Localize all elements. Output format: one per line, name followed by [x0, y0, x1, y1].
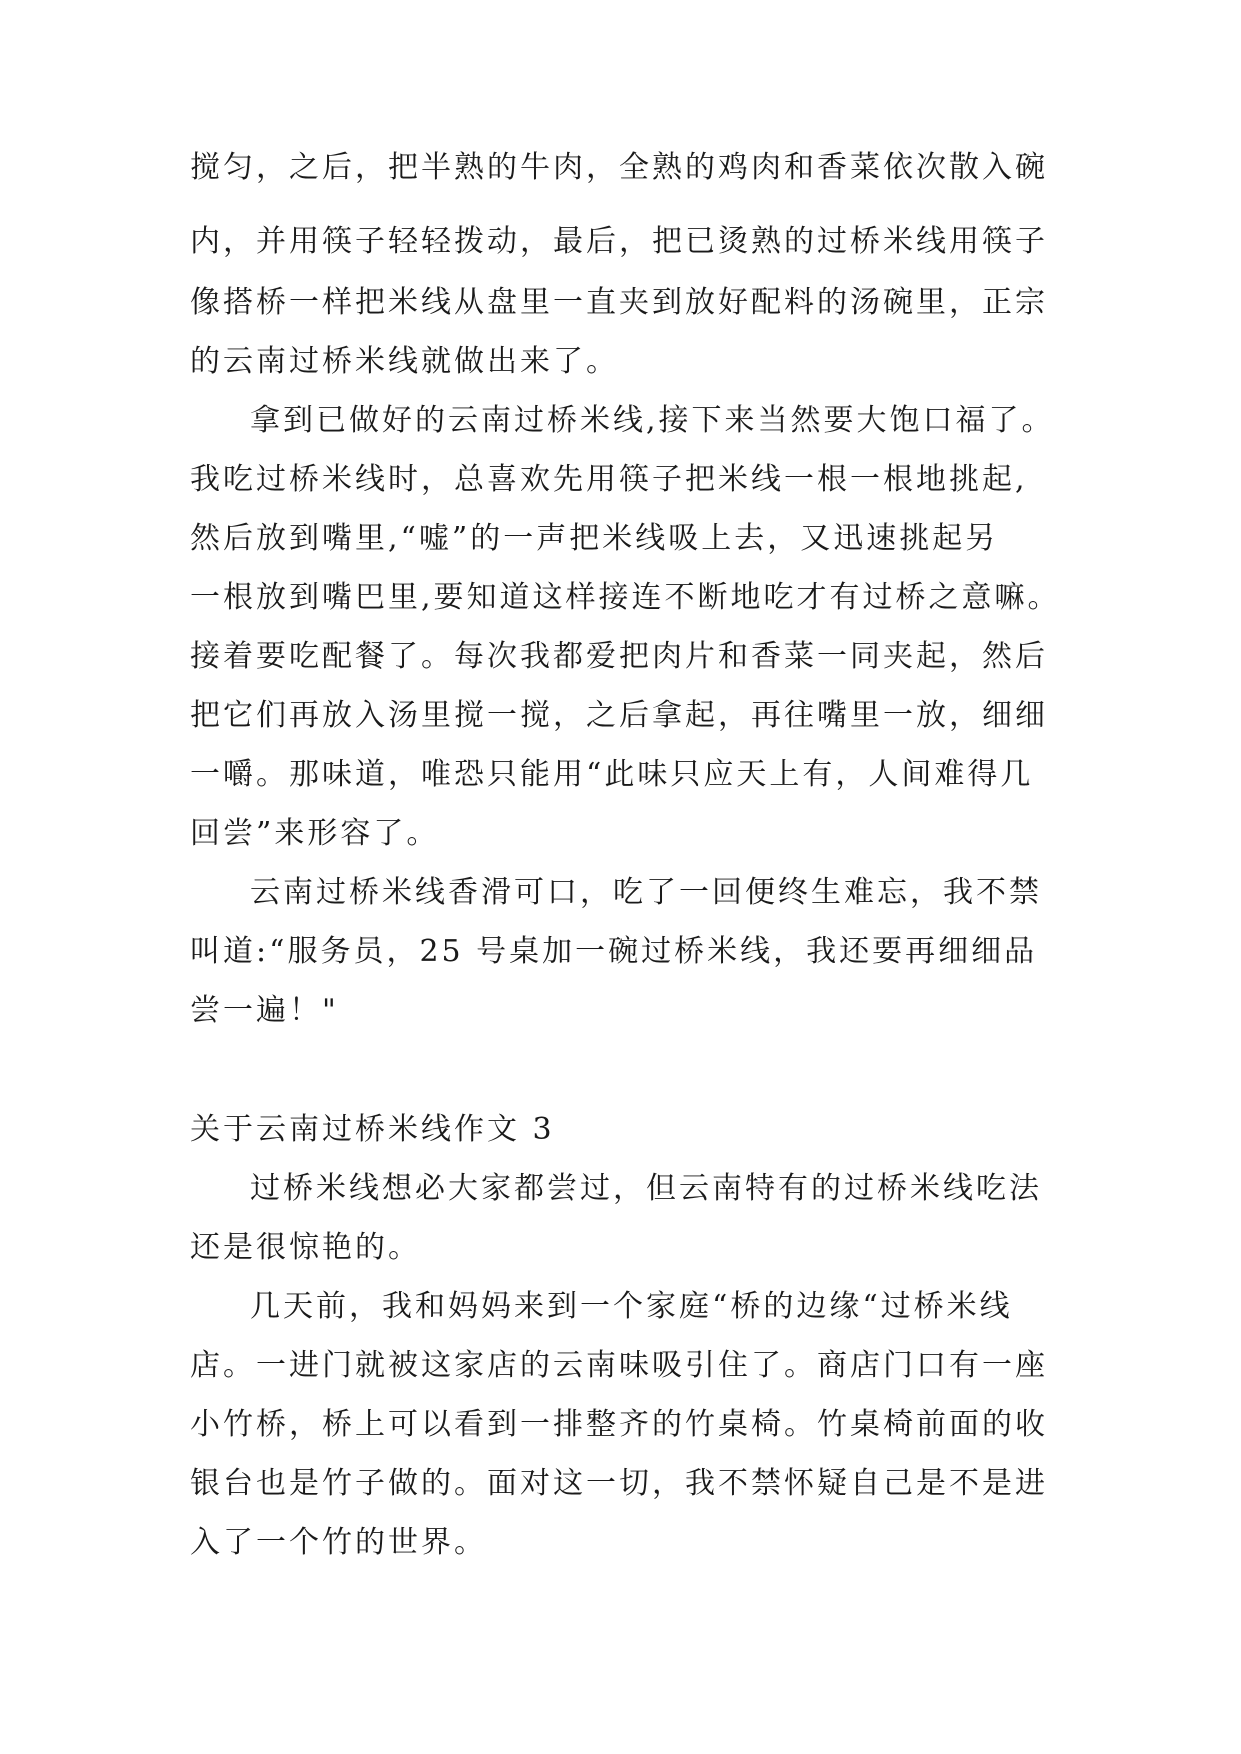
text-line: 叫道:“服务员，25 号桌加一碗过桥米线，我还要再细细品: [190, 934, 1038, 969]
text-line: 一嚼。那味道，唯恐只能用“此味只应天上有，人间难得几: [190, 757, 1034, 792]
text-line: 内，并用筷子轻轻拨动，最后，把已烫熟的过桥米线用筷子: [190, 224, 1048, 259]
text-line: 把它们再放入汤里搅一搅，之后拿起，再往嘴里一放，细细: [190, 698, 1048, 733]
text-line: 一根放到嘴巴里,要知道这样接连不断地吃才有过桥之意嘛。: [190, 580, 1061, 615]
text-line: 回尝”来形容了。: [190, 816, 440, 851]
text-line: 小竹桥，桥上可以看到一排整齐的竹桌椅。竹桌椅前面的收: [190, 1407, 1048, 1442]
paragraph-first-line: 拿到已做好的云南过桥米线,接下来当然要大饱口福了。: [250, 403, 1055, 438]
text-line: 尝一遍！": [190, 993, 339, 1028]
text-line: 然后放到嘴里,“嘘”的一声把米线吸上去，又迅速挑起另: [190, 521, 999, 556]
paragraph-first-line: 过桥米线想必大家都尝过，但云南特有的过桥米线吃法: [250, 1171, 1042, 1206]
text-line: 银台也是竹子做的。面对这一切，我不禁怀疑自己是不是进: [190, 1466, 1048, 1501]
paragraph-first-line: 云南过桥米线香滑可口，吃了一回便终生难忘，我不禁: [250, 875, 1042, 910]
text-line: 像搭桥一样把米线从盘里一直夹到放好配料的汤碗里，正宗: [190, 285, 1048, 320]
paragraph-first-line: 几天前，我和妈妈来到一个家庭“桥的边缘“过桥米线: [250, 1289, 1013, 1324]
text-line: 我吃过桥米线时，总喜欢先用筷子把米线一根一根地挑起,: [190, 462, 1028, 497]
text-line: 搅匀，之后，把半熟的牛肉，全熟的鸡肉和香菜依次散入碗: [190, 150, 1048, 185]
text-line: 入了一个竹的世界。: [190, 1525, 487, 1560]
section-heading: 关于云南过桥米线作文 3: [190, 1112, 555, 1147]
text-line: 店。一进门就被这家店的云南味吸引住了。商店门口有一座: [190, 1348, 1048, 1383]
text-line: 的云南过桥米线就做出来了。: [190, 344, 619, 379]
text-line: 接着要吃配餐了。每次我都爱把肉片和香菜一同夹起，然后: [190, 639, 1048, 674]
text-line: 还是很惊艳的。: [190, 1230, 421, 1265]
